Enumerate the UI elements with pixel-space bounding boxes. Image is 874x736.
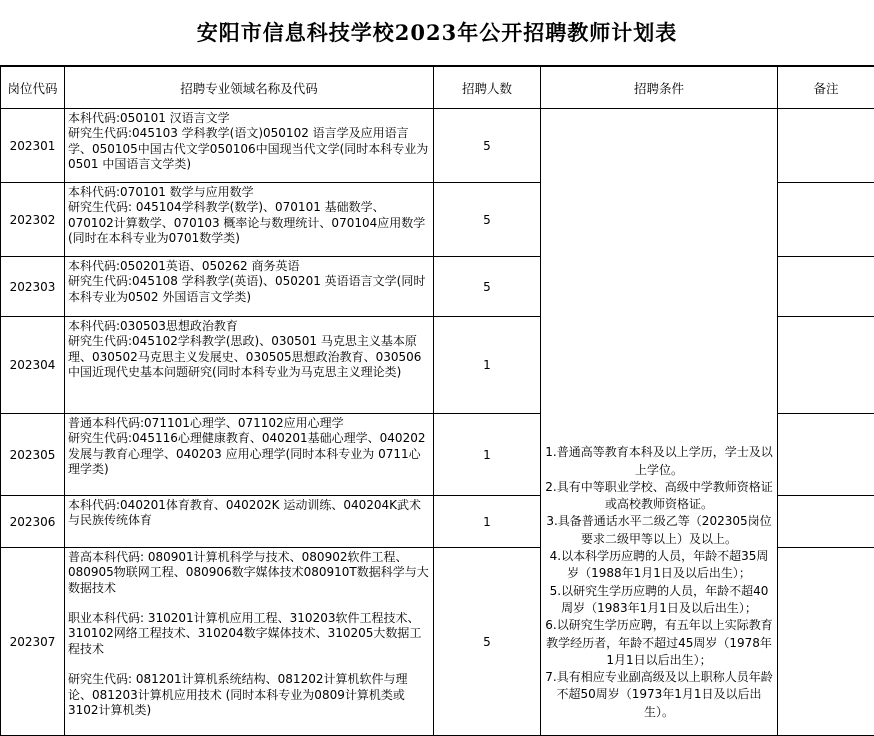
condition-item: 6.以研究生学历应聘，有五年以上实际教育教学经历者，年龄不超过45周岁（1978年1月1日以后出生）；: [545, 617, 773, 669]
post-code: 202306: [1, 496, 65, 548]
page-title: 安阳市信息科技学校2023年公开招聘教师计划表: [0, 0, 874, 66]
condition-item: 5.以研究生学历应聘的人员，年龄不超40周岁（1983年1月1日及以后出生）；: [545, 583, 773, 618]
major-line: 本科代码:030503思想政治教育: [68, 319, 430, 334]
major-cell: [65, 317, 434, 414]
remarks-cell: [778, 109, 874, 183]
hire-count: 5: [434, 257, 541, 317]
condition-item: 2.具有中等职业学校、高级中学教师资格证或高校教师资格证。: [545, 479, 773, 514]
condition-item: 1.普通高等教育本科及以上学历，学士及以上学位。: [545, 444, 773, 479]
post-code: 202307: [1, 548, 65, 736]
header-row: [1, 67, 874, 109]
major-cell: [65, 414, 434, 496]
major-line: 本科代码:070101 数学与应用数学: [68, 185, 430, 200]
condition-item: 7.具有相应专业副高级及以上职称人员年龄不超50周岁（1973年1月1日及以后出生）。: [545, 669, 773, 721]
major-line: 研究生代码: 045104学科教学(数学)、070101 基础数学、070102计算数学、070103 概率论与数理统计、070104应用数学(同时在本科专业为0701数学类): [68, 200, 430, 246]
hire-count: 5: [434, 548, 541, 736]
major-cell: [65, 257, 434, 317]
major-line: 普通本科代码:071101心理学、071102应用心理学: [68, 416, 430, 431]
major-line: 本科代码:040201体育教育、040202K 运动训练、040204K武术与民族传统体育: [68, 498, 430, 529]
major-line: 本科代码:050201英语、050262 商务英语: [68, 259, 430, 274]
line-gap: [68, 596, 430, 611]
condition-item: 3.具备普通话水平二级乙等（202305岗位要求二级甲等以上）及以上。: [545, 513, 773, 548]
remarks-cell: [778, 548, 874, 736]
major-line: 本科代码:050101 汉语言文学: [68, 111, 430, 126]
conditions-cell: [541, 109, 778, 736]
major-line: 职业本科代码: 310201计算机应用工程、310203软件工程技术、310102网络工程技术、310204数字媒体技术、310205大数据工程技术: [68, 611, 430, 657]
post-code: 202301: [1, 109, 65, 183]
hire-count: 1: [434, 414, 541, 496]
remarks-cell: [778, 183, 874, 257]
hire-count: 5: [434, 109, 541, 183]
header-remarks: 备注: [778, 67, 874, 109]
post-code: 202302: [1, 183, 65, 257]
major-line: 研究生代码: 081201计算机系统结构、081202计算机软件与理论、081203计算机应用技术 (同时本科专业为0809计算机类或3102计算机类): [68, 672, 430, 718]
remarks-cell: [778, 317, 874, 414]
header-code: 岗位代码: [1, 67, 65, 109]
major-line: 研究生代码:045102学科教学(思政)、030501 马克思主义基本原理、030502马克思主义发展史、030505思想政治教育、030506中国近现代史基本问题研究(同时本科专业为马克思主义理论类): [68, 334, 430, 380]
header-count: 招聘人数: [434, 67, 541, 109]
post-code: 202305: [1, 414, 65, 496]
hire-count: 5: [434, 183, 541, 257]
remarks-cell: [778, 496, 874, 548]
major-line: 研究生代码:045108 学科教学(英语)、050201 英语语言文学(同时本科专业为0502 外国语言文学类): [68, 274, 430, 305]
major-line: 研究生代码:045103 学科教学(语文)050102 语言学及应用语言学、050105中国古代文学050106中国现当代文学(同时本科专业为 0501 中国语言文学类): [68, 126, 430, 172]
recruitment-table: [0, 66, 874, 736]
hire-count: 1: [434, 317, 541, 414]
hire-count: 1: [434, 496, 541, 548]
header-major: 招聘专业领域名称及代码: [65, 67, 434, 109]
post-code: 202303: [1, 257, 65, 317]
remarks-cell: [778, 257, 874, 317]
line-gap: [68, 657, 430, 672]
major-line: 普高本科代码: 080901计算机科学与技术、080902软件工程、080905物联网工程、080906数字媒体技术080910T数据科学与大数据技术: [68, 550, 430, 596]
major-line: 研究生代码:045116心理健康教育、040201基础心理学、040202 发展与教育心理学、040203 应用心理学(同时本科专业为 0711心理学类): [68, 431, 430, 477]
post-code: 202304: [1, 317, 65, 414]
major-cell: [65, 496, 434, 548]
major-cell: [65, 183, 434, 257]
major-cell: [65, 548, 434, 736]
table-row: [1, 109, 874, 183]
header-conditions: 招聘条件: [541, 67, 778, 109]
major-cell: [65, 109, 434, 183]
remarks-cell: [778, 414, 874, 496]
condition-item: 4.以本科学历应聘的人员，年龄不超35周岁（1988年1月1日及以后出生）；: [545, 548, 773, 583]
